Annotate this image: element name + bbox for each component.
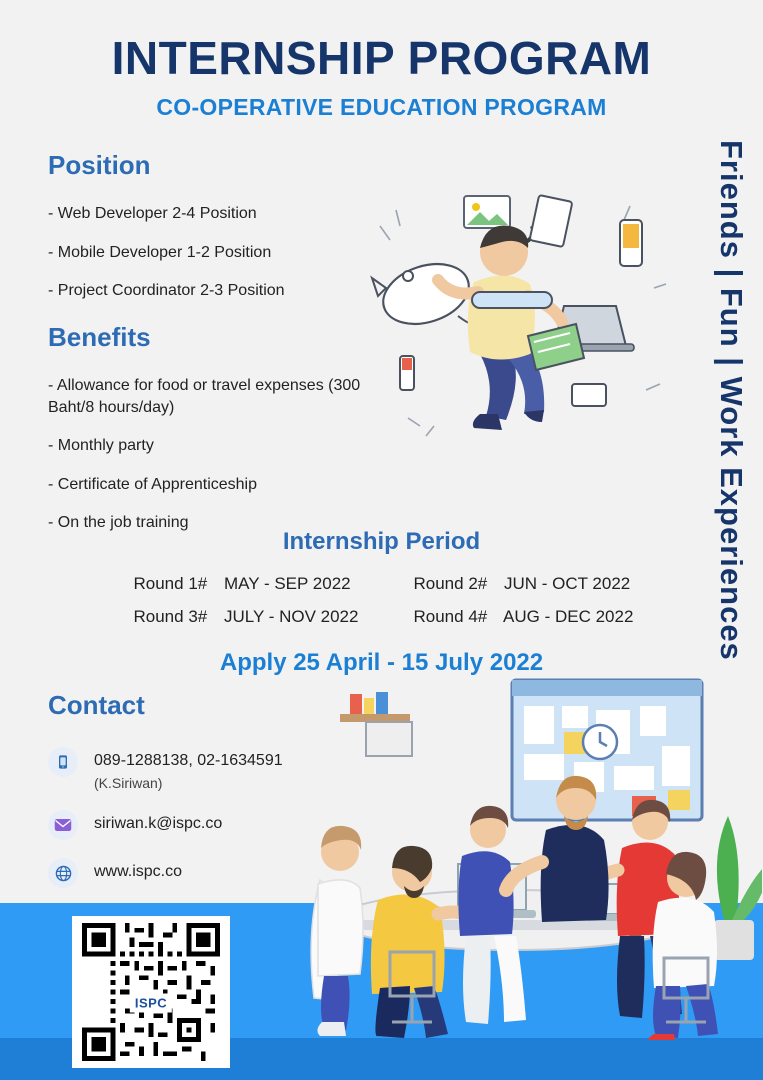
qr-code-image <box>79 923 223 1061</box>
round-dates: AUG - DEC 2022 <box>503 607 634 626</box>
qr-code[interactable] <box>72 916 230 1068</box>
internship-period-section <box>0 528 763 677</box>
round-label: Round 4# <box>413 607 488 626</box>
round-dates: JUN - OCT 2022 <box>503 574 631 593</box>
side-tagline: Friends | Fun | Work Experiences <box>714 140 749 661</box>
period-heading: Internship Period <box>282 528 481 555</box>
poster-header <box>0 34 763 121</box>
list-item: - Mobile Developer 1-2 Position <box>48 243 272 261</box>
plant-illustration <box>714 816 762 960</box>
benefits-section <box>48 322 388 551</box>
rounds-grid <box>102 574 662 627</box>
progress-bar-doodle <box>472 292 552 308</box>
contact-phone <box>94 747 283 792</box>
page-title: INTERNSHIP PROGRAM <box>111 32 652 84</box>
contact-email[interactable]: siriwan.k@ispc.co <box>94 815 223 833</box>
phone-icon <box>48 747 78 777</box>
round-label: Round 1# <box>133 574 208 593</box>
contact-heading: Contact <box>48 690 145 720</box>
list-item: - On the job training <box>48 514 189 532</box>
round-label: Round 3# <box>133 607 208 626</box>
position-section <box>48 150 378 319</box>
page-subtitle: CO-OPERATIVE EDUCATION PROGRAM <box>156 94 607 121</box>
person-left-white <box>311 826 363 1036</box>
developer-illustration <box>368 188 678 448</box>
round-dates: MAY - SEP 2022 <box>223 574 351 593</box>
envelope-icon <box>48 810 78 840</box>
qr-code-label: ISPC <box>130 993 172 1012</box>
position-heading: Position <box>48 150 151 180</box>
picture-icon <box>464 196 510 228</box>
globe-icon <box>48 858 78 888</box>
round-item <box>382 607 662 627</box>
list-item: - Allowance for food or travel expenses (300 Baht/8 hours/day) <box>48 377 361 416</box>
notebook-icon <box>528 324 584 370</box>
round-dates: JULY - NOV 2022 <box>223 607 359 626</box>
phone-contact-name: (K.Siriwan) <box>94 774 163 791</box>
contact-website[interactable]: www.ispc.co <box>94 863 183 881</box>
round-item <box>382 574 662 594</box>
list-item: - Certificate of Apprenticeship <box>48 475 257 493</box>
phone-number: 089-1288138, 02-1634591 <box>94 752 283 769</box>
benefits-heading: Benefits <box>48 322 151 352</box>
list-item: - Monthly party <box>48 437 154 455</box>
person-illustration <box>438 225 562 430</box>
list-item: - Project Coordinator 2-3 Position <box>48 282 285 300</box>
list-item: - Web Developer 2-4 Position <box>48 205 257 222</box>
round-item <box>102 574 382 594</box>
team-illustration <box>262 670 762 1040</box>
round-item <box>102 607 382 627</box>
round-label: Round 2# <box>413 574 488 593</box>
apply-deadline: Apply 25 April - 15 July 2022 <box>219 649 544 676</box>
shelf <box>340 692 412 756</box>
